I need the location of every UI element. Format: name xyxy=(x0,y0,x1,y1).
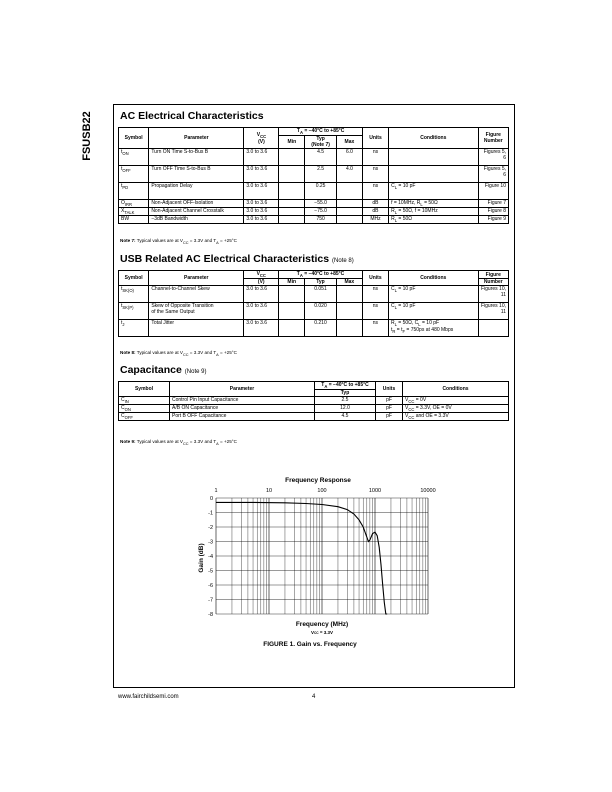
usb-table xyxy=(118,270,509,337)
y-tick-label: -6 xyxy=(208,583,213,589)
hdr-min: Min xyxy=(279,136,305,149)
y-tick-label: 0 xyxy=(209,496,213,502)
hdr-vcc: $V_{CC}$ xyxy=(244,271,279,279)
side-title: FSUSB22 xyxy=(80,111,93,161)
figure-caption: FIGURE 1. Gain vs. Frequency xyxy=(263,641,357,648)
y-tick-label: -1 xyxy=(208,510,213,517)
usb-note: Note 8: Typical values are at $V_{CC} = 3.3V$ and $T_A = +25^\circ C$ xyxy=(120,350,237,357)
y-tick-label: -7 xyxy=(208,597,213,604)
x-axis-label: Frequency (MHz) xyxy=(295,621,349,628)
hdr-parameter: Parameter xyxy=(170,382,315,397)
usb-section-title: USB Related AC Electrical Characteristics (Note 8) xyxy=(120,253,354,265)
hdr-max: Max xyxy=(336,279,362,286)
hdr-typ: Typ (Note 7) xyxy=(305,136,337,149)
x-tick-label: 100 xyxy=(317,488,327,494)
hdr-typ: Typ xyxy=(305,279,337,286)
hdr-conditions: Conditions xyxy=(389,128,479,149)
page-frame xyxy=(113,104,515,688)
y-tick-label: -4 xyxy=(208,554,213,560)
hdr-figure-number: Number xyxy=(478,279,508,286)
hdr-units: Units xyxy=(376,382,403,397)
hdr-max: Max xyxy=(336,136,362,149)
hdr-units: Units xyxy=(362,271,388,286)
hdr-conditions: Conditions xyxy=(388,271,478,286)
hdr-ta: $T_A = -40^\circ C$ to +85°C xyxy=(279,128,362,136)
y-tick-label: -5 xyxy=(208,568,213,575)
hdr-vcc: $V_{CC}$ (V) xyxy=(244,128,279,149)
x-tick-label: 10000 xyxy=(420,488,436,494)
ac-note: Note 7: Typical values are at $V_{CC} = 3.3V$ and $T_A = +25^\circ C$ xyxy=(120,238,237,245)
table-row: $C_{OFF}$ Port B OFF Capacitance 4.5 pF $V_{CC}$ and $\overline{OE} = 3.3V$ xyxy=(119,413,509,421)
x-tick-label: 1 xyxy=(214,488,218,494)
hdr-conditions: Conditions xyxy=(403,382,509,397)
hdr-symbol: Symbol xyxy=(119,128,149,149)
hdr-ta: $T_A = -40^\circ C$ to +85°C xyxy=(279,271,362,279)
hdr-parameter: Parameter xyxy=(149,128,244,149)
ac-section-title: AC Electrical Characteristics xyxy=(120,110,264,122)
y-tick-label: -3 xyxy=(208,539,213,546)
hdr-symbol: Symbol xyxy=(119,271,149,286)
cap-note: Note 9: Typical values are at $V_{CC} = 3.3V$ and $T_A = +25^\circ C$ xyxy=(120,439,237,446)
table-row: $C_{ON}$ A/B ON Capacitance 12.0 pF $V_{CC} = 3.3V$, $\overline{OE} = 0V$ xyxy=(119,405,509,413)
hdr-units: Units xyxy=(362,128,388,149)
table-row: $t_{SK(P)}$ Skew of Opposite Transition of the Same Output 3.0 to 3.6 0.020 ns $C_L = 10$ pF Figures 10, 11 xyxy=(119,303,509,320)
hdr-parameter: Parameter xyxy=(149,271,244,286)
x-tick-label: 1000 xyxy=(368,488,382,494)
x-axis-sublabel: VCC = 3.3V xyxy=(310,630,334,635)
x-tick-label: 10 xyxy=(265,488,273,494)
table-row: $t_{ON}$ Turn ON Time S-to-Bus B 3.0 to 3.6 4.5 6.0 ns Figures 5, 6 xyxy=(119,149,509,166)
y-tick-label: -8 xyxy=(208,612,213,618)
hdr-figure: Figure xyxy=(478,271,508,279)
hdr-vcc-unit: (V) xyxy=(244,279,279,286)
table-row: $X_{TALK}$ Non-Adjacent Channel Crosstalk 3.0 to 3.6 −75.0 dB $R_L = 50\Omega$, f = 10MHz Figure 8 xyxy=(119,208,509,216)
hdr-symbol: Symbol xyxy=(119,382,170,397)
table-row: $t_J$ Total Jitter 3.0 to 3.6 0.210 ns $R_L = 50\Omega$, $C_L = 10$ pF $t_R = t_F = 750ps$ at 480 Mbps xyxy=(119,320,509,337)
table-row: $C_{IN}$ Control Pin Input Capacitance 2.5 pF $V_{CC} = 0V$ xyxy=(119,397,509,405)
footer-url: www.fairchildsemi.com xyxy=(118,694,179,700)
hdr-typ: Typ xyxy=(315,390,376,397)
y-tick-label: -2 xyxy=(208,525,213,531)
hdr-min: Min xyxy=(279,279,305,286)
ac-table xyxy=(118,127,509,224)
cap-section-title: Capacitance (Note 9) xyxy=(120,364,207,376)
table-row: $t_{SK(O)}$ Channel-to-Channel Skew 3.0 to 3.6 0.051 ns $C_L = 10$ pF Figures 10, 11 xyxy=(119,286,509,303)
table-row: $t_{PD}$ Propagation Delay 3.0 to 3.6 0.25 ns $C_L = 10$ pF Figure 10 xyxy=(119,183,509,200)
y-axis-label: Gain (dB) xyxy=(198,543,205,573)
page-number: 4 xyxy=(312,694,316,700)
table-row: BW −3dB Bandwidth 3.0 to 3.6 750 MHz $R_L = 50\Omega$ Figure 9 xyxy=(119,216,509,224)
table-row: $t_{OFF}$ Turn OFF Time S-to-Bus B 3.0 to 3.6 2.5 4.0 ns Figures 5, 6 xyxy=(119,166,509,183)
cap-table xyxy=(118,381,509,421)
hdr-figure: Figure Number xyxy=(478,128,508,149)
hdr-ta: $T_A = -40^\circ C$ to +85°C xyxy=(315,382,376,390)
chart-title: Frequency Response xyxy=(285,477,351,484)
table-row: $O_{IRR}$ Non-Adjacent OFF-Isolation 3.0 to 3.6 −55.0 dB f = 10MHz, $R_L = 50\Omega$ Figure 7 xyxy=(119,200,509,208)
